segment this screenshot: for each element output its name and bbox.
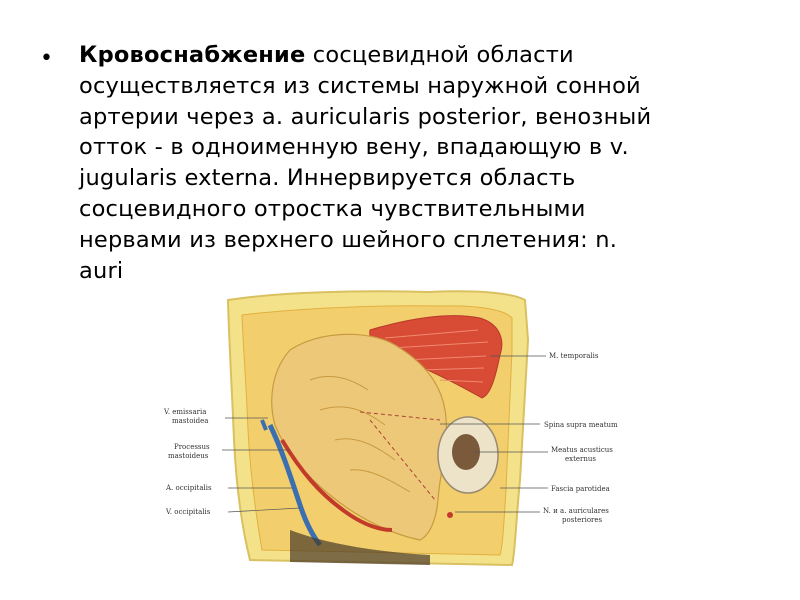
- temporalis-fibers: [385, 330, 488, 382]
- skin-frame: [228, 291, 528, 565]
- label-emissaria-2: mastoidea: [172, 417, 209, 425]
- label-v-occipitalis: V. occipitalis: [166, 508, 211, 516]
- bold-term: Кровоснабжение: [79, 42, 306, 68]
- label-temporalis: M. temporalis: [549, 352, 599, 360]
- temporalis-muscle: [370, 316, 502, 398]
- text-line-6: сосцевидного отростка чувствительными: [79, 195, 586, 222]
- text-line-8: auri: [79, 257, 124, 284]
- inner-frame: [242, 306, 512, 555]
- mastoid-process: [272, 334, 447, 540]
- bullet-marker: •: [40, 46, 53, 71]
- label-processus-2: mastoideus: [168, 452, 209, 460]
- meatus-opening: [452, 434, 480, 470]
- text-line-1: [79, 40, 769, 71]
- dashed-guide: [360, 412, 440, 420]
- label-emissaria-1: V. emissaria: [164, 408, 207, 416]
- lower-structures: [290, 530, 430, 565]
- occipital-vein: [270, 425, 320, 545]
- label-processus-1: Processus: [174, 443, 210, 451]
- label-a-occipitalis: A. occipitalis: [166, 484, 212, 492]
- slide-paragraph: [79, 40, 769, 286]
- text-line-3: артерии через a. auricularis posterior, венозный: [79, 103, 652, 130]
- text-line-4: отток - в одноименную вену, впадающую в v.: [79, 134, 629, 161]
- label-fascia: Fascia parotidea: [551, 485, 610, 493]
- label-meatus-2: externus: [565, 455, 597, 463]
- text-line-5: jugularis externa. Иннервируется область: [79, 165, 576, 192]
- text-segment: сосцевидной области: [305, 42, 574, 68]
- label-nerves-2: posteriores: [562, 516, 603, 524]
- text-line-7: нервами из верхнего шейного сплетения: n.: [79, 226, 618, 253]
- mastoid-texture: [310, 376, 410, 492]
- meatus-ring: [438, 417, 498, 493]
- text-line-2: осуществляется из системы наружной сонной: [79, 72, 641, 99]
- occipital-artery: [282, 440, 392, 530]
- label-nerves-1: N. и a. auriculares: [543, 507, 609, 515]
- emissary-vein: [262, 420, 266, 430]
- dashed-guide-2: [370, 420, 435, 500]
- label-spina: Spina supra meatum: [544, 421, 618, 429]
- auricular-vessel: [447, 512, 453, 518]
- label-meatus-1: Meatus acusticus: [551, 446, 613, 454]
- leader-v-occipitalis: [228, 508, 300, 512]
